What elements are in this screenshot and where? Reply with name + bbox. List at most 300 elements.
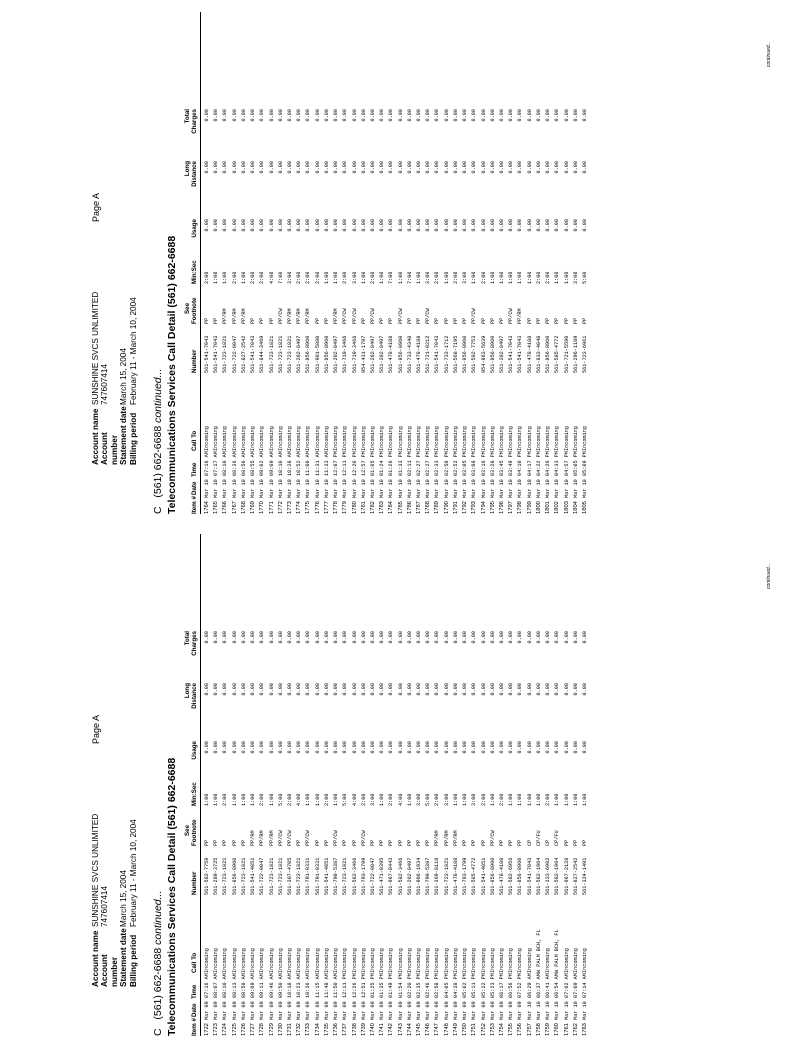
cell-minsec: 3:00 (425, 271, 432, 284)
cell-number: 561-723-1821 (296, 857, 303, 895)
cell-date: Mar 10 (535, 479, 542, 498)
cell-date: Mar 09 (277, 1001, 284, 1020)
cell-minsec: 1:00 (508, 271, 515, 284)
cell-item: 1785 (397, 501, 404, 514)
cell-footnote: PP/RM (443, 830, 450, 846)
cell-date: Mar 10 (286, 479, 293, 498)
cell-call-to: Incoming (204, 426, 210, 451)
header-footnote-top: See (184, 824, 191, 836)
cell-minsec: 7:00 (406, 271, 413, 284)
cell-date: Mar 10 (581, 1001, 588, 1020)
statement-date: March 15, 2004 (119, 870, 129, 927)
cell-footnote: PP/RM (452, 830, 459, 846)
cell-footnote: PP/CW (489, 830, 496, 846)
cell-total: 0.00 (416, 631, 423, 644)
cell-item: 1770 (259, 501, 266, 514)
cell-call-to: Incoming (259, 426, 266, 451)
cell-number: 561-582-3466 (397, 857, 404, 895)
cell-call-to: Incoming (572, 426, 579, 451)
cell-time: 01:54 PM (397, 973, 404, 998)
cell-date: Mar 10 (360, 479, 367, 498)
cell-total: 0.00 (323, 631, 330, 644)
cell-call-to: Incoming (369, 948, 376, 973)
cell-item: 1798 (517, 501, 524, 514)
cell-minsec: 1:00 (240, 271, 247, 284)
cell-item: 1799 (526, 501, 533, 514)
cell-call-to: Incoming (323, 426, 330, 451)
statement-page-right (0, 0, 809, 521)
cell-time: 03:49 PM (508, 451, 515, 476)
cell-footnote: CP/FU (535, 830, 542, 846)
cell-time: 02:58 PM (434, 973, 441, 998)
cell-minsec: 2:00 (499, 793, 505, 806)
cell-time: 08:10 AM (222, 451, 229, 476)
cell-call-to: Incoming (213, 426, 220, 451)
cell-footnote: PP (259, 317, 266, 324)
cell-call-to: Incoming (443, 948, 450, 973)
cell-date: Mar 09 (323, 1001, 330, 1020)
cell-minsec: 4:00 (397, 793, 404, 806)
cell-call-to: Incoming (397, 948, 404, 973)
cell-item: 1763 (581, 1023, 588, 1036)
cell-usage: 0.00 (434, 219, 441, 232)
cell-footnote: PP (489, 317, 496, 324)
header-call-to: Call To (191, 952, 198, 973)
cell-total: 0.00 (471, 109, 478, 122)
cell-call-to: Incoming (314, 948, 321, 973)
cell-long-distance: 0.00 (535, 161, 542, 174)
cell-time: 03:45 PM (499, 451, 505, 476)
table-row (378, 534, 387, 1036)
cell-total: 0.00 (489, 631, 496, 644)
cell-item: 1768 (240, 501, 247, 514)
cell-long-distance: 0.00 (351, 683, 358, 696)
cell-footnote: PP/CW (369, 308, 376, 324)
cell-usage: 0.00 (268, 741, 275, 754)
table-title: Telecommunications Services Call Detail (561) 662-6688 (166, 757, 178, 1036)
header-long-distance (184, 683, 198, 718)
cell-item: 1771 (268, 501, 275, 514)
cell-item: 1735 (323, 1023, 330, 1036)
cell-number: 561-901-5880 (314, 335, 321, 373)
cell-minsec: 1:00 (471, 271, 478, 284)
cell-footnote: PP (572, 317, 579, 324)
cell-item: 1792 (462, 501, 469, 514)
cell-time: 12:57 PM (360, 451, 367, 476)
cell-footnote: PP (416, 839, 423, 846)
cell-footnote: PP/RM (286, 308, 293, 324)
page-label: Page A (91, 192, 101, 222)
header-item: Item # (191, 1018, 198, 1036)
cell-minsec: 1:00 (508, 793, 515, 806)
cell-call-to: Incoming (554, 426, 561, 451)
cell-usage: 0.00 (342, 741, 349, 754)
cell-number: 561-856-8960 (489, 335, 496, 373)
cell-number: 561-541-7043 (517, 335, 524, 373)
header-number: Number (191, 349, 198, 373)
cell-date: Mar 09 (397, 1001, 404, 1020)
cell-time: 10:36 AM (305, 973, 312, 998)
table-row (406, 534, 415, 1036)
cell-footnote: PP (351, 839, 358, 846)
cell-minsec: 2:00 (342, 271, 349, 284)
continued-note: continued... (766, 563, 772, 589)
cell-date: Mar 10 (452, 479, 459, 498)
cell-time: 11:48 AM (323, 973, 330, 998)
cell-item: 1745 (416, 1023, 423, 1036)
cell-footnote: PP/RM (333, 308, 340, 324)
cell-item: 1774 (296, 501, 303, 514)
cell-minsec: 2:00 (434, 271, 441, 284)
cell-item: 1765 (213, 501, 220, 514)
cell-total: 0.00 (369, 631, 376, 644)
account-info (91, 292, 138, 465)
cell-long-distance: 0.00 (397, 683, 404, 696)
cell-call-to: W PALM BCH, FL (554, 929, 561, 973)
statement-date-label: Statement date (119, 928, 129, 987)
cell-total: 0.00 (259, 631, 266, 644)
table-row (203, 12, 212, 514)
cell-call-to: Incoming (351, 948, 358, 973)
cell-minsec: 5:00 (277, 793, 284, 806)
cell-item: 1722 (204, 1023, 210, 1036)
cell-item: 1739 (360, 1023, 367, 1036)
cell-item: 1776 (314, 501, 321, 514)
table-row (341, 534, 350, 1036)
cell-call-to: Incoming (286, 426, 293, 451)
cell-minsec: 2:00 (480, 793, 487, 806)
cell-date: Mar 09 (388, 1001, 395, 1020)
cell-usage: 0.00 (240, 741, 247, 754)
cell-long-distance: 0.00 (342, 161, 349, 174)
cell-item: 1750 (462, 1023, 469, 1036)
cell-total: 0.00 (554, 109, 561, 122)
cell-item: 1724 (222, 1023, 229, 1036)
table-row (572, 534, 581, 1036)
cell-number: 561-582-1964 (535, 857, 542, 895)
cell-call-to: Incoming (425, 948, 432, 973)
cell-usage: 0.00 (277, 219, 284, 232)
cell-footnote: PP/CW (277, 830, 284, 846)
section-continued: continued... (152, 368, 164, 423)
cell-minsec: 1:00 (443, 271, 450, 284)
cell-total: 0.00 (277, 631, 284, 644)
cell-long-distance: 0.00 (462, 161, 469, 174)
table-row (277, 12, 286, 514)
table-header (181, 12, 201, 514)
table-row (360, 12, 369, 514)
cell-call-to: Incoming (250, 948, 257, 973)
header-footnote-top: See (184, 302, 191, 314)
cell-item: 1743 (397, 1023, 404, 1036)
cell-date: Mar 10 (489, 479, 496, 498)
cell-item: 1775 (305, 501, 312, 514)
cell-call-to: Incoming (333, 426, 340, 451)
cell-call-to: Incoming (406, 948, 413, 973)
cell-call-to: Incoming (277, 426, 284, 451)
cell-item: 1741 (379, 1023, 386, 1036)
table-row (369, 534, 378, 1036)
table-row (240, 534, 249, 1036)
cell-usage: 0.00 (360, 219, 367, 232)
header-footnote-bottom: Footnote (191, 819, 198, 846)
cell-time: 01:24 PM (379, 451, 386, 476)
cell-usage: 0.00 (259, 741, 266, 754)
cell-minsec: 3:00 (471, 793, 478, 806)
cell-item: 1789 (434, 501, 441, 514)
cell-total: 0.00 (213, 109, 220, 122)
cell-time: 02:27 PM (425, 451, 432, 476)
table-row (461, 534, 470, 1036)
cell-call-to: Incoming (545, 948, 552, 973)
account-number-label: Account number (100, 954, 119, 987)
cell-number: 561-202-8497 (379, 335, 386, 373)
cell-time: 02:27 PM (416, 451, 423, 476)
cell-minsec: 3:00 (286, 271, 293, 284)
cell-total: 0.00 (526, 109, 533, 122)
cell-date: Mar 10 (222, 479, 229, 498)
cell-date: Mar 10 (277, 479, 284, 498)
cell-number: 561-793-1799 (360, 857, 367, 895)
cell-long-distance: 0.00 (360, 161, 367, 174)
cell-date: Mar 09 (286, 1001, 293, 1020)
cell-call-to: Incoming (443, 426, 450, 451)
table-row (286, 534, 295, 1036)
cell-total: 0.00 (231, 109, 238, 122)
cell-total: 0.00 (240, 109, 247, 122)
table-row (526, 534, 535, 1036)
cell-number: 561-856-8960 (397, 335, 404, 373)
cell-item: 1788 (425, 501, 432, 514)
cell-item: 1749 (452, 1023, 459, 1036)
cell-item: 1784 (388, 501, 395, 514)
cell-total: 0.00 (489, 109, 496, 122)
table-row (563, 12, 572, 514)
cell-long-distance: 0.00 (563, 683, 570, 696)
cell-date: Mar 10 (250, 479, 257, 498)
table-row (231, 12, 240, 514)
table-row (433, 534, 442, 1036)
cell-total: 0.00 (314, 631, 321, 644)
cell-long-distance: 0.00 (499, 161, 505, 174)
cell-minsec: 2:00 (259, 271, 266, 284)
cell-number: 561-967-2128 (563, 857, 570, 895)
cell-call-to: Incoming (305, 948, 312, 973)
cell-item: 1773 (286, 501, 293, 514)
cell-usage: 0.00 (517, 741, 524, 754)
cell-call-to: Incoming (416, 948, 423, 973)
cell-footnote: PP (342, 839, 349, 846)
header-total-bottom: Charges (191, 631, 198, 656)
cell-footnote: PP (388, 839, 395, 846)
cell-time: 04:26 PM (545, 451, 552, 476)
table-row (323, 12, 332, 514)
cell-date: Mar 10 (443, 479, 450, 498)
cell-footnote: PP (554, 317, 561, 324)
cell-total: 0.00 (250, 109, 257, 122)
cell-long-distance: 0.00 (572, 683, 579, 696)
cell-item: 1736 (333, 1023, 340, 1036)
cell-usage: 0.00 (443, 741, 450, 754)
cell-footnote: PP (388, 317, 395, 324)
cell-long-distance: 0.00 (250, 161, 257, 174)
cell-item: 1747 (434, 1023, 441, 1036)
cell-long-distance: 0.00 (314, 683, 321, 696)
cell-call-to: Incoming (471, 426, 478, 451)
cell-minsec: 5:00 (342, 793, 349, 806)
cell-time: 04:05 PM (443, 973, 450, 998)
cell-usage: 0.00 (286, 741, 293, 754)
cell-long-distance: 0.00 (259, 683, 266, 696)
cell-number: 561-541-7043 (526, 857, 533, 895)
cell-total: 0.00 (305, 631, 312, 644)
cell-minsec: 2:00 (535, 271, 542, 284)
cell-call-to: Incoming (323, 948, 330, 973)
cell-usage: 0.00 (471, 219, 478, 232)
cell-minsec: 2:00 (296, 271, 303, 284)
cell-number: 561-723-1821 (240, 857, 247, 895)
cell-footnote: PP (379, 317, 386, 324)
cell-time: 09:46 AM (268, 973, 275, 998)
cell-call-to: Incoming (240, 948, 247, 973)
cell-long-distance: 0.00 (268, 683, 275, 696)
table-row (498, 534, 507, 1036)
table-row (507, 12, 516, 514)
table-row (351, 12, 360, 514)
cell-usage: 0.00 (360, 741, 367, 754)
cell-item: 1769 (250, 501, 257, 514)
cell-minsec: 2:00 (323, 793, 330, 806)
cell-item: 1755 (508, 1023, 515, 1036)
cell-long-distance: 0.00 (480, 683, 487, 696)
cell-date: Mar 10 (305, 479, 312, 498)
cell-call-to: Incoming (379, 948, 386, 973)
cell-item: 1751 (471, 1023, 478, 1036)
cell-long-distance: 0.00 (333, 683, 340, 696)
table-row (424, 12, 433, 514)
cell-usage: 0.00 (388, 741, 395, 754)
cell-footnote: PP/RM (517, 308, 524, 324)
cell-date: Mar 09 (489, 1001, 496, 1020)
cell-minsec: 7:00 (388, 271, 395, 284)
cell-time: 08:55 AM (250, 451, 257, 476)
table-row (249, 534, 258, 1036)
cell-long-distance: 0.00 (545, 683, 552, 696)
cell-call-to: Incoming (517, 426, 524, 451)
cell-usage: 0.00 (333, 219, 340, 232)
cell-usage: 0.00 (545, 219, 552, 232)
cell-minsec: 1:00 (526, 271, 533, 284)
cell-time: 10:23 AM (296, 973, 303, 998)
cell-date: Mar 09 (499, 1001, 505, 1020)
cell-time: 06:54 AM (554, 973, 561, 998)
cell-long-distance: 0.00 (204, 161, 210, 174)
cell-date: Mar 10 (240, 479, 247, 498)
cell-long-distance: 0.00 (379, 683, 386, 696)
cell-call-to: Incoming (204, 948, 210, 973)
cell-total: 0.00 (231, 631, 238, 644)
cell-item: 1803 (563, 501, 570, 514)
cell-time: 04:57 PM (563, 451, 570, 476)
cell-long-distance: 0.00 (416, 161, 423, 174)
cell-long-distance: 0.00 (406, 683, 413, 696)
cell-usage: 0.00 (342, 219, 349, 232)
cell-call-to: Incoming (462, 426, 469, 451)
cell-long-distance: 0.00 (379, 161, 386, 174)
section-title (152, 369, 164, 514)
cell-number: 561-723-6961 (581, 335, 588, 373)
cell-usage: 0.00 (489, 741, 496, 754)
cell-number: 561-541-4051 (480, 857, 487, 895)
table-row (581, 534, 590, 1036)
cell-time: 07:14 AM (581, 973, 588, 998)
cell-usage: 0.00 (286, 219, 293, 232)
cell-number: 561-723-1821 (342, 857, 349, 895)
table-row (314, 534, 323, 1036)
cell-time: 08:10 AM (222, 973, 229, 998)
cell-call-to: Incoming (222, 426, 229, 451)
cell-number: 561-856-8960 (489, 857, 496, 895)
call-detail-rows (203, 12, 590, 514)
cell-item: 1805 (581, 501, 588, 514)
cell-time: 05:23 PM (489, 973, 496, 998)
cell-footnote: PP (443, 317, 450, 324)
cell-footnote: PP (296, 839, 303, 846)
cell-item: 1754 (499, 1023, 505, 1036)
cell-footnote: PP (213, 317, 220, 324)
cell-long-distance: 0.00 (517, 161, 524, 174)
cell-number: 561-906-1934 (416, 857, 423, 895)
cell-minsec: 1:00 (268, 793, 275, 806)
cell-long-distance: 0.00 (333, 161, 340, 174)
cell-item: 1742 (388, 1023, 395, 1036)
cell-footnote: PP/RM (222, 308, 229, 324)
cell-date: Mar 09 (250, 1001, 257, 1020)
cell-minsec: 1:00 (581, 793, 588, 806)
cell-total: 0.00 (563, 631, 570, 644)
cell-number: 561-478-4188 (388, 335, 395, 373)
cell-time: 10:18 AM (286, 973, 293, 998)
cell-long-distance: 0.00 (452, 683, 459, 696)
cell-usage: 0.00 (425, 741, 432, 754)
table-row (516, 12, 525, 514)
cell-long-distance: 0.00 (286, 683, 293, 696)
cell-date: Mar 10 (231, 479, 238, 498)
cell-long-distance: 0.00 (296, 161, 303, 174)
table-row (581, 12, 590, 514)
cell-minsec: 1:00 (563, 793, 570, 806)
cell-usage: 0.00 (296, 219, 303, 232)
cell-time: 10:10 AM (277, 451, 284, 476)
cell-time: 01:49 PM (388, 973, 395, 998)
account-info (91, 814, 138, 987)
cell-time: 07:16 AM (204, 451, 210, 476)
cell-long-distance: 0.00 (471, 683, 478, 696)
cell-footnote: PP/RM (231, 308, 238, 324)
header-footnote-bottom: Footnote (191, 297, 198, 324)
cell-number: 561-723-1821 (268, 335, 275, 373)
cell-call-to: Incoming (452, 948, 459, 973)
cell-long-distance: 0.00 (545, 161, 552, 174)
table-row (387, 12, 396, 514)
cell-call-to: Incoming (489, 948, 496, 973)
table-title: Telecommunications Services Call Detail (561) 662-6688 (166, 235, 178, 514)
cell-number: 561-541-7043 (204, 335, 210, 373)
table-row (489, 534, 498, 1036)
header-footnote (184, 298, 198, 324)
cell-item: 1753 (489, 1023, 496, 1036)
cell-date: Mar 10 (397, 479, 404, 498)
